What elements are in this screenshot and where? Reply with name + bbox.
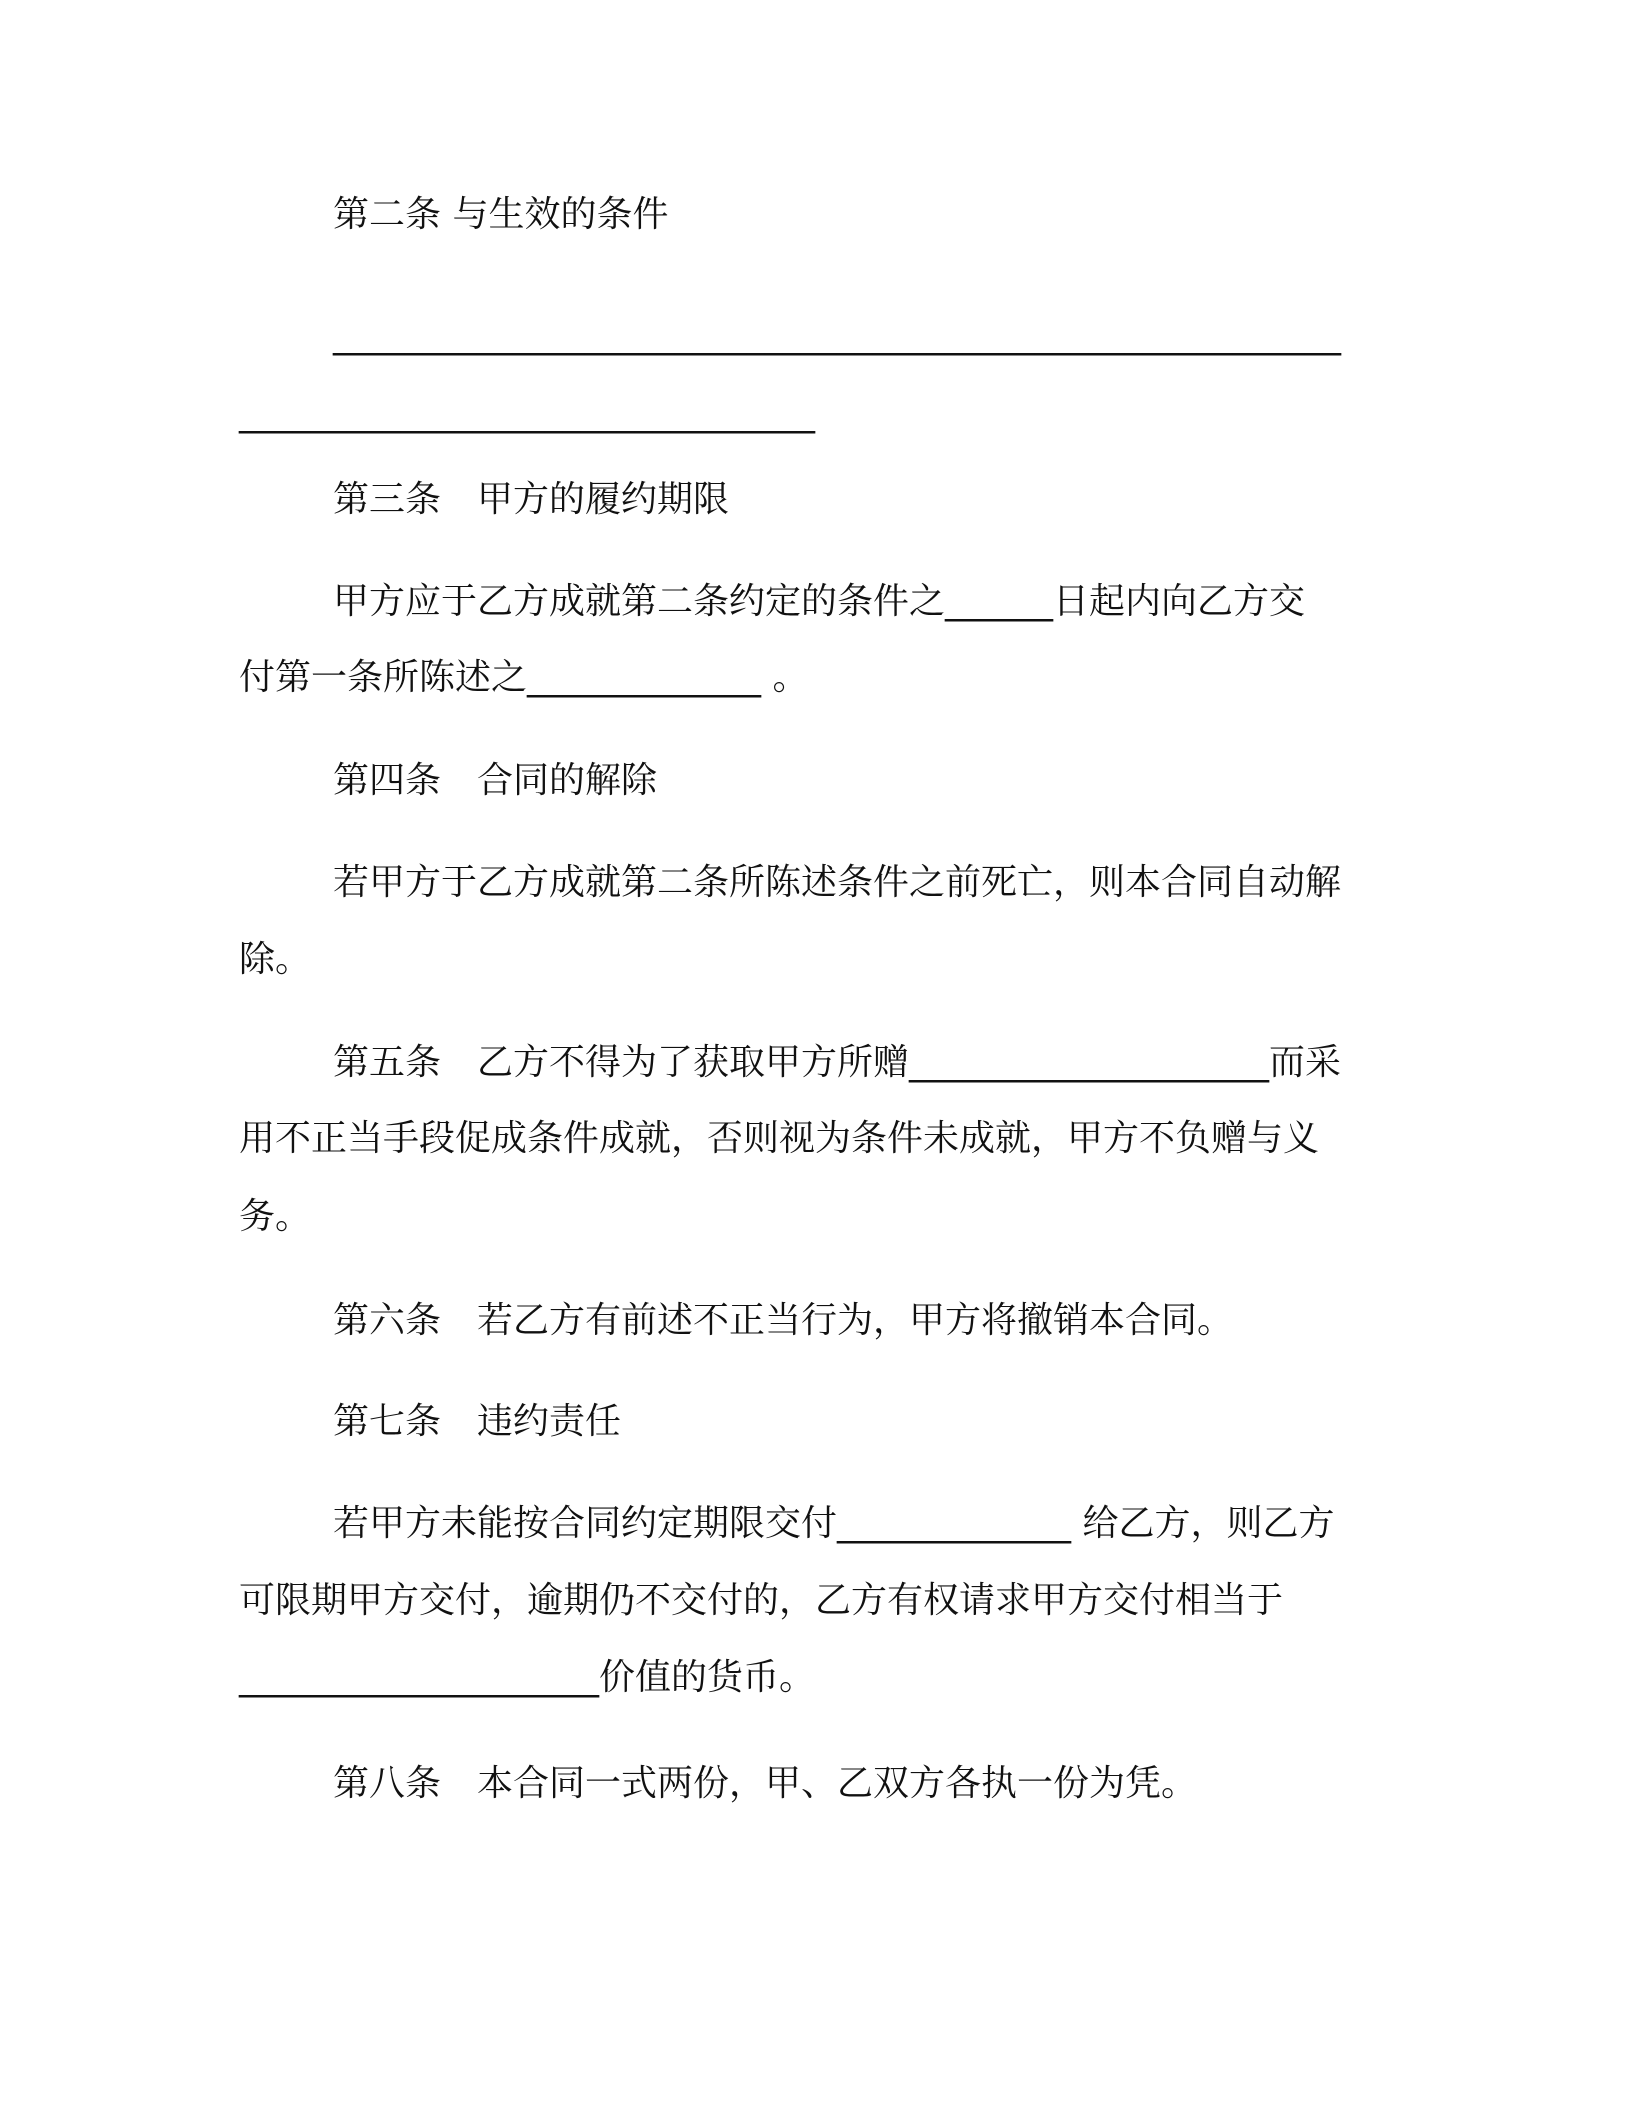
article-7-text-3: ____________________价值的货币。 — [239, 1657, 816, 1698]
article-3-text-1: 甲方应于乙方成就第二条约定的条件之______日起内向乙方交 — [333, 581, 1306, 622]
article-4-text-1: 若甲方于乙方成就第二条所陈述条件之前死亡，则本合同自动解 — [333, 862, 1342, 903]
article-5-text-2: 用不正当手段促成条件成就，否则视为条件未成就，甲方不负赠与义 — [239, 1118, 1320, 1159]
blank-line-1: ________________________________________________________ — [333, 315, 1341, 356]
article-7-text-1: 若甲方未能按合同约定期限交付_____________ 给乙方，则乙方 — [333, 1503, 1335, 1544]
article-3-heading: 第三条 甲方的履约期限 — [333, 479, 730, 520]
article-8-text: 第八条 本合同一式两份，甲、乙双方各执一份为凭。 — [333, 1763, 1198, 1804]
article-5-text-3: 务。 — [239, 1196, 312, 1237]
article-6-text: 第六条 若乙方有前述不正当行为，甲方将撤销本合同。 — [333, 1300, 1234, 1341]
blank-line-2: ________________________________ — [239, 393, 815, 434]
article-4-heading: 第四条 合同的解除 — [333, 760, 658, 801]
article-4-text-2: 除。 — [239, 939, 312, 980]
article-7-heading: 第七条 违约责任 — [333, 1401, 622, 1442]
article-2-heading: 第二条 与生效的条件 — [333, 194, 669, 235]
article-3-text-2: 付第一条所陈述之_____________ 。 — [239, 657, 809, 698]
article-5-text-1: 第五条 乙方不得为了获取甲方所赠____________________而采 — [333, 1042, 1342, 1083]
article-7-text-2: 可限期甲方交付，逾期仍不交付的，乙方有权请求甲方交付相当于 — [239, 1580, 1284, 1621]
